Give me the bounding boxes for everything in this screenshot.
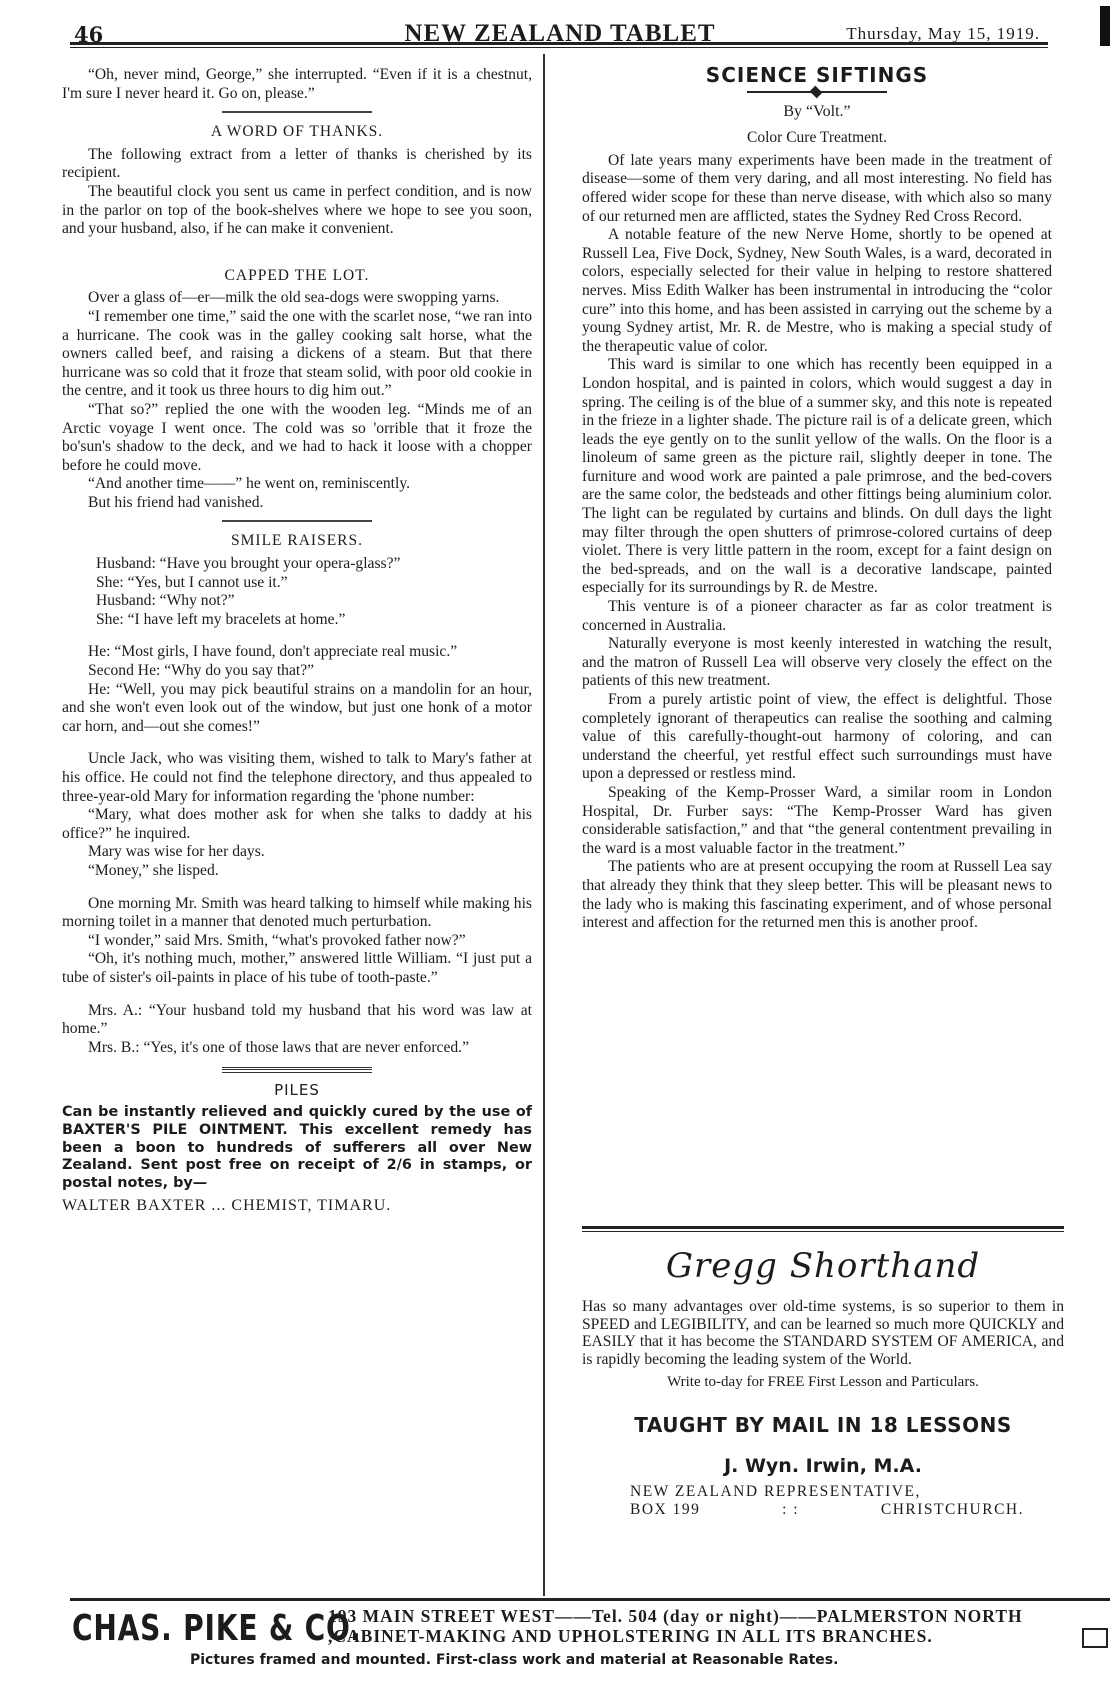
issue-date: Thursday, May 15, 1919. (846, 24, 1040, 43)
masthead: NEW ZEALAND TABLET (404, 20, 716, 47)
joke-para: He: “Well, you may pick beautiful strains on a mandolin for an hour, and she won't even look out of the window, but just one honk of a motor car horn, and—out she comes!” (62, 680, 532, 735)
gregg-cta: Write to-day for FREE First Lesson and Particulars. (667, 1374, 979, 1391)
capped-para: “And another time——” he went on, reminiscently. (88, 475, 411, 493)
address-city: CHRISTCHURCH. (880, 1501, 1024, 1519)
joke-para: He: “Most girls, I have found, don't appreciate real music.” (88, 643, 458, 661)
pike-advert (70, 1602, 1110, 1682)
thanks-para: The following extract from a letter of thanks is cherished by its recipient. (62, 145, 532, 182)
joke-para: “Mary, what does mother ask for when she talks to daddy at his office?” he inquired. (62, 806, 532, 842)
header-rule (70, 42, 1048, 45)
pike-firm-name: CHAS. PIKE & CO. (72, 1608, 362, 1649)
joke-para: “Oh, it's nothing much, mother,” answered little William. “I just put a tube of sister's oil-paints in place of his tube of tooth-paste.” (62, 950, 532, 986)
capped-para: “That so?” replied the one with the wooden leg. “Minds me of an Arctic voyage I went once. The cold was so 'orrible that it froze the bo'sun's shadow to the deck, and we had to hack it loose with a chopper before he could move. (62, 400, 532, 474)
article-para: This ward is similar to one which has recently been equipped in a London hospital, and is painted in colors, which would suggest a day in spring. The ceiling is of the blue of a summer sky, and this note is repeated in the frieze in a lighter shade. The picture rail is of a delicate green, which leads the eye gently on to the sunlit yellow of the walls. On the floor is a linoleum of same green as the picture rail, slightly deeper in tone. The furniture and wood work are painted a pale primrose, and the bed-covers are the same color, the bedsteads and other fittings being aluminium color. The light can be regulated by curtains and blinds. On dull days the light may filter through the open shutters of primrose-colored curtains of deep violet. There is very little pattern in the room, except for a faint design on the bed-spreads, and on the wall is a decorative landscape, painted especially for its surroundings by R. de Mestre. (582, 356, 1052, 597)
advert-rule (582, 1226, 1064, 1232)
opening-paragraph: “Oh, never mind, George,” she interrupted. “Even if it is a chestnut, I'm sure I never heard it. Go on, please.” (62, 66, 532, 102)
gregg-advert (582, 1226, 1064, 1519)
article-para: Naturally everyone is most keenly interested in watching the result, and the matron of Russell Lea will observe very closely the effect on the patients of this new treatment. (582, 635, 1052, 690)
box-icon (1082, 1628, 1108, 1648)
margin-mark (1100, 6, 1110, 46)
dialog-line: Husband: “Have you brought your opera-glass?” (96, 555, 401, 573)
capped-para: Over a glass of—er—milk the old sea-dogs were swopping yarns. (88, 289, 500, 307)
address-sep: : : (782, 1501, 800, 1519)
dialog-line: Husband: “Why not?” (96, 592, 235, 610)
pike-line-1: 193 MAIN STREET WEST——Tel. 504 (day or night)——PALMERSTON NORTH (328, 1606, 1023, 1626)
address-line: NEW ZEALAND REPRESENTATIVE, (630, 1483, 921, 1501)
science-title: SCIENCE SIFTINGS (705, 63, 929, 87)
ornament-rule (747, 91, 887, 93)
gregg-logo: Gregg Shorthand (665, 1246, 981, 1286)
capped-para: “I remember one time,” said the one with the scarlet nose, “we ran into a hurricane. The cook was in the galley cooking salt horse, what the owners called beef, and raising a dickens of a steam. But that there hurricane was so cold that it froze that steam solid, with poor old cookie in the centre, and it took us three hours to dig him out.” (62, 307, 532, 400)
column-divider (543, 54, 545, 1596)
joke-para: Uncle Jack, who was visiting them, wished to talk to Mary's father at his office. He could not find the telephone directory, and thus appealed to three-year-old Mary for information regarding the 'phone number: (62, 750, 532, 805)
dialog-line: She: “I have left my bracelets at home.” (96, 610, 346, 628)
capped-para: But his friend had vanished. (88, 493, 264, 511)
footer-rule (70, 1598, 1110, 1601)
gregg-body: Has so many advantages over old-time systems, is so superior to them in SPEED and LEGIBILITY, and can be learned so much more QUICKLY and EASILY that it has become the STANDARD SYSTEM OF AMERICA, and is rapidly becoming the leading system of the World. (582, 1298, 1064, 1368)
joke-para: Mary was wise for her days. (88, 843, 265, 861)
article-para: Of late years many experiments have been made in the treatment of disease—some of them very daring, and all most interesting. No field has offered wider scope for these than nerve disease, with which also so many of our returned men are afflicted, states the Sydney Red Cross Record. (582, 151, 1052, 225)
article-subhead: Color Cure Treatment. (747, 129, 887, 147)
address-box: BOX 199 (630, 1501, 701, 1519)
joke-para: Mrs. B.: “Yes, it's one of those laws that are never enforced.” (88, 1038, 470, 1056)
joke-para: “I wonder,” said Mrs. Smith, “what's provoked father now?” (88, 931, 466, 949)
double-rule (222, 1067, 372, 1073)
piles-advert (62, 1104, 532, 1215)
pike-line-3: Pictures framed and mounted. First-class work and material at Reasonable Rates. (190, 1652, 839, 1668)
gregg-address (582, 1483, 1064, 1519)
article-para: A notable feature of the new Nerve Home, shortly to be opened at Russell Lea, Five Dock, Sydney, New South Wales, is a ward, decorated in colors, especially selected for their value in helping to restore shattered nerves. Miss Edith Walker has been instrumental in introducing the “color cure” into this home, and has been assisted in carrying out the scheme by a young Sydney artist, Mr. R. de Mestre, who is making a special study of the therapeutic value of color. (582, 226, 1052, 355)
piles-title: PILES (274, 1081, 320, 1100)
article-para: The patients who are at present occupying the room at Russell Lea say that already they think that they sleep better. This will be pleasant news to the lady who is making this fascinating experiment, and of whose personal interest and affection for the returned men this is another proof. (582, 858, 1052, 932)
gregg-rep-name: J. Wyn. Irwin, M.A. (724, 1455, 922, 1478)
dialog-line: She: “Yes, but I cannot use it.” (96, 573, 288, 591)
thanks-para: The beautiful clock you sent us came in perfect condition, and is now in the parlor on top of the book-shelves where we hope to see you soon, and your husband, also, if he can make it convenient. (62, 182, 532, 238)
capped-title: CAPPED THE LOT. (224, 266, 370, 284)
joke-dialog (62, 555, 532, 629)
joke-para: “Money,” she lisped. (88, 861, 219, 879)
article-para: From a purely artistic point of view, the effect is delightful. Those completely ignorant of therapeutics can realise the soothing and calming value of this carefully-thought-out harmony of coloring, and can understand the cheerful, yet restful effect such surroundings must have upon a depressed or restless mind. (582, 691, 1052, 783)
joke-para: Mrs. A.: “Your husband told my husband that his word was law at home.” (62, 1001, 532, 1038)
section-divider (222, 520, 372, 522)
page-number: 46 (74, 22, 104, 47)
piles-signature: WALTER BAXTER ... CHEMIST, TIMARU. (62, 1196, 392, 1214)
joke-para: Second He: “Why do you say that?” (88, 662, 315, 680)
left-column (62, 66, 532, 1215)
smile-title: SMILE RAISERS. (231, 532, 363, 550)
piles-body: Can be instantly relieved and quickly cured by the use of BAXTER'S PILE OINTMENT. This excellent remedy has been a boon to hundreds of sufferers all over New Zealand. Sent post free on receipt of 2/6 in stamps, or postal notes, by— (62, 1103, 532, 1192)
right-column (582, 63, 1052, 933)
pike-line-2: ,CABINET-MAKING AND UPHOLSTERING IN ALL ITS BRANCHES. (328, 1626, 933, 1646)
joke-para: One morning Mr. Smith was heard talking to himself while making his morning toilet in a manner that denoted much perturbation. (62, 894, 532, 931)
article-para: This venture is of a pioneer character as far as color treatment is concerned in Australia. (582, 598, 1052, 634)
section-divider (222, 111, 372, 113)
thanks-title: A WORD OF THANKS. (210, 123, 384, 141)
header-rule-thin (70, 47, 1048, 48)
gregg-taught: TAUGHT BY MAIL IN 18 LESSONS (634, 1413, 1012, 1438)
byline: By “Volt.” (783, 102, 851, 120)
article-para: Speaking of the Kemp-Prosser Ward, a similar room in London Hospital, Dr. Furber says: “The Kemp-Prosser Ward has given considerable satisfaction,” and that “the general contentment prevailing in the ward is a most valuable factor in the treatment.” (582, 783, 1052, 857)
